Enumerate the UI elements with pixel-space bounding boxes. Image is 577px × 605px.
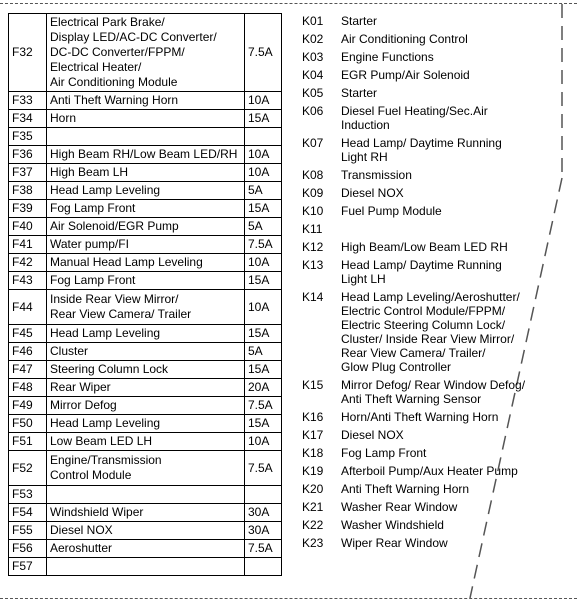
fuse-amperage: 7.5A xyxy=(245,451,282,486)
fuse-row xyxy=(9,14,282,92)
relay-row xyxy=(302,410,542,424)
relay-id: K12 xyxy=(302,240,324,254)
relay-description-line: Head Lamp Leveling/Aeroshutter/ xyxy=(341,290,520,304)
relay-description xyxy=(341,518,542,532)
relay-description xyxy=(341,204,542,218)
fuse-id: F44 xyxy=(9,290,47,325)
fuse-amperage: 10A xyxy=(245,290,282,325)
fuse-description xyxy=(47,164,245,182)
relay-description xyxy=(341,68,542,82)
fuse-row xyxy=(9,343,282,361)
fuse-amperage: 10A xyxy=(245,433,282,451)
fuse-amperage: 5A xyxy=(245,218,282,236)
fuse-amperage: 15A xyxy=(245,361,282,379)
fuse-amperage: 10A xyxy=(245,92,282,110)
relay-id: K03 xyxy=(302,50,324,64)
relay-description xyxy=(341,464,542,478)
fuse-description-line: Steering Column Lock xyxy=(50,362,169,376)
relay-description-line: EGR Pump/Air Solenoid xyxy=(341,68,470,82)
relay-id: K09 xyxy=(302,186,324,200)
fuse-description xyxy=(47,379,245,397)
fuse-description-line: Display LED/AC-DC Converter/ xyxy=(50,30,217,44)
relay-description xyxy=(341,104,542,132)
relay-description-line: Light LH xyxy=(341,272,386,286)
fuse-description-line: Aeroshutter xyxy=(50,541,113,555)
relay-id: K06 xyxy=(302,104,324,118)
fuse-row xyxy=(9,379,282,397)
fuse-description-line: DC-DC Converter/FPPM/ xyxy=(50,45,185,59)
fuse-row xyxy=(9,433,282,451)
fuse-description-line: Mirror Defog xyxy=(50,398,117,412)
fuse-amperage: 15A xyxy=(245,325,282,343)
relay-description xyxy=(341,378,542,406)
fuse-id: F35 xyxy=(9,128,47,146)
fuse-description-line: Head Lamp Leveling xyxy=(50,183,161,197)
fuse-description-line: Rear View Camera/ Trailer xyxy=(50,307,192,321)
fuse-row xyxy=(9,200,282,218)
relay-id: K05 xyxy=(302,86,324,100)
relay-id: K19 xyxy=(302,464,324,478)
relay-row xyxy=(302,378,542,406)
relay-description-line: Induction xyxy=(341,118,390,132)
relay-description xyxy=(341,32,542,46)
relay-row xyxy=(302,482,542,496)
fuse-id: F49 xyxy=(9,397,47,415)
fuse-description-line: Low Beam LED LH xyxy=(50,434,153,448)
relay-description-line: Cluster/ Inside Rear View Mirror/ xyxy=(341,332,515,346)
fuse-id: F51 xyxy=(9,433,47,451)
fuse-description xyxy=(47,433,245,451)
fuse-id: F55 xyxy=(9,522,47,540)
fuse-id: F54 xyxy=(9,504,47,522)
relay-description-line: Head Lamp/ Daytime Running xyxy=(341,136,502,150)
fuse-description xyxy=(47,522,245,540)
relay-id: K08 xyxy=(302,168,324,182)
fuse-description-line: Electrical Heater/ xyxy=(50,60,142,74)
fuse-id: F41 xyxy=(9,236,47,254)
fuse-description xyxy=(47,415,245,433)
fuse-description xyxy=(47,540,245,558)
fuse-description xyxy=(47,486,245,504)
fuse-amperage: 7.5A xyxy=(245,14,282,92)
relay-row xyxy=(302,104,542,132)
relay-description-line xyxy=(341,222,542,236)
fuse-row xyxy=(9,290,282,325)
relay-description xyxy=(341,168,542,182)
fuse-row xyxy=(9,397,282,415)
relay-row xyxy=(302,518,542,532)
fuse-amperage: 10A xyxy=(245,254,282,272)
fuse-description-line: Air Solenoid/EGR Pump xyxy=(50,219,179,233)
relay-row xyxy=(302,50,542,64)
fuse-amperage: 20A xyxy=(245,379,282,397)
relay-id: K01 xyxy=(302,14,324,28)
relay-description xyxy=(341,14,542,28)
fuse-id: F34 xyxy=(9,110,47,128)
fuse-description xyxy=(47,504,245,522)
fuse-amperage: 5A xyxy=(245,343,282,361)
relay-description-line: Air Conditioning Control xyxy=(341,32,468,46)
fuse-description xyxy=(47,218,245,236)
relay-id: K04 xyxy=(302,68,324,82)
fuse-description-line: Manual Head Lamp Leveling xyxy=(50,255,203,269)
relay-description-line: Starter xyxy=(341,14,378,28)
fuse-description-line: High Beam LH xyxy=(50,165,129,179)
relay-description xyxy=(341,410,542,424)
fuse-amperage xyxy=(245,486,282,504)
fuse-id: F52 xyxy=(9,451,47,486)
relay-id: K20 xyxy=(302,482,324,496)
fuse-id: F45 xyxy=(9,325,47,343)
fuse-description xyxy=(47,128,245,146)
relay-description-line: Wiper Rear Window xyxy=(341,536,448,550)
relay-row xyxy=(302,428,542,442)
relay-id: K14 xyxy=(302,290,324,304)
relay-description-line: Fog Lamp Front xyxy=(341,446,427,460)
fuse-row xyxy=(9,92,282,110)
fuse-id: F39 xyxy=(9,200,47,218)
relay-row xyxy=(302,290,542,374)
relay-row xyxy=(302,446,542,460)
relay-id: K02 xyxy=(302,32,324,46)
relay-id: K11 xyxy=(302,222,323,236)
relay-description xyxy=(341,428,542,442)
relay-description-line: Head Lamp/ Daytime Running xyxy=(341,258,502,272)
fuse-description-line: Electrical Park Brake/ xyxy=(50,15,165,29)
fuse-description-line: Cluster xyxy=(50,344,89,358)
relay-description-line: Horn/Anti Theft Warning Horn xyxy=(341,410,499,424)
fuse-row xyxy=(9,558,282,576)
relay-id: K13 xyxy=(302,258,324,272)
relay-description-line: Washer Rear Window xyxy=(341,500,458,514)
fuse-id: F53 xyxy=(9,486,47,504)
fuse-amperage: 10A xyxy=(245,164,282,182)
relay-description-line: Anti Theft Warning Horn xyxy=(341,482,470,496)
relay-description-line: Rear View Camera/ Trailer/ xyxy=(341,346,486,360)
fuse-row xyxy=(9,182,282,200)
fuse-id: F48 xyxy=(9,379,47,397)
fuse-description-line: Rear Wiper xyxy=(50,380,111,394)
relay-description xyxy=(341,50,542,64)
fuse-amperage: 15A xyxy=(245,110,282,128)
relay-id: K15 xyxy=(302,378,324,392)
relay-description xyxy=(341,500,542,514)
fuse-amperage: 5A xyxy=(245,182,282,200)
fuse-description-line: Control Module xyxy=(50,468,132,482)
fuse-description xyxy=(47,110,245,128)
relay-description-line: Afterboil Pump/Aux Heater Pump xyxy=(341,464,518,478)
fuse-description xyxy=(47,254,245,272)
relay-row xyxy=(302,14,542,28)
fuse-id: F38 xyxy=(9,182,47,200)
fuse-id: F46 xyxy=(9,343,47,361)
fuse-amperage: 7.5A xyxy=(245,397,282,415)
relay-description-line: Mirror Defog/ Rear Window Defog/ xyxy=(341,378,526,392)
fuse-amperage: 7.5A xyxy=(245,236,282,254)
relay-id: K07 xyxy=(302,136,324,150)
fuse-row xyxy=(9,325,282,343)
fuse-amperage: 15A xyxy=(245,415,282,433)
fuse-description-line: Engine/Transmission xyxy=(50,453,162,467)
relay-row xyxy=(302,536,542,550)
relay-description-line: Engine Functions xyxy=(341,50,434,64)
fuse-row xyxy=(9,272,282,290)
fuse-description-line: Windshield Wiper xyxy=(50,505,144,519)
relay-description xyxy=(341,186,542,200)
relay-description-line: Electric Steering Column Lock/ xyxy=(341,318,506,332)
fuse-amperage: 30A xyxy=(245,522,282,540)
fuse-description xyxy=(47,451,245,486)
fuse-amperage: 10A xyxy=(245,146,282,164)
relay-description-line: Diesel Fuel Heating/Sec.Air xyxy=(341,104,488,118)
fuse-row xyxy=(9,451,282,486)
fuse-row xyxy=(9,146,282,164)
fuse-id: F33 xyxy=(9,92,47,110)
fuse-description xyxy=(47,290,245,325)
relay-description xyxy=(341,536,542,550)
fuse-description-line: Fog Lamp Front xyxy=(50,273,136,287)
fuse-description-line: Anti Theft Warning Horn xyxy=(50,93,179,107)
fuse-table xyxy=(8,13,282,576)
fuse-description xyxy=(47,200,245,218)
fuse-description xyxy=(47,361,245,379)
relay-description-line: Diesel NOX xyxy=(341,428,404,442)
relay-description-line: Electric Control Module/FPPM/ xyxy=(341,304,506,318)
fuse-row xyxy=(9,361,282,379)
relay-id: K22 xyxy=(302,518,324,532)
fuse-row xyxy=(9,504,282,522)
relay-description-line: Light RH xyxy=(341,150,388,164)
relay-description-line: Fuel Pump Module xyxy=(341,204,442,218)
fuse-id: F36 xyxy=(9,146,47,164)
relay-list xyxy=(302,14,542,554)
relay-description-line: Washer Windshield xyxy=(341,518,444,532)
relay-description-line: Transmission xyxy=(341,168,412,182)
fuse-id: F57 xyxy=(9,558,47,576)
relay-id: K21 xyxy=(302,500,324,514)
fuse-amperage: 30A xyxy=(245,504,282,522)
fuse-description xyxy=(47,397,245,415)
fuse-row xyxy=(9,236,282,254)
relay-row xyxy=(302,500,542,514)
fuse-row xyxy=(9,218,282,236)
relay-row xyxy=(302,168,542,182)
relay-row xyxy=(302,68,542,82)
fuse-description-line: Water pump/FI xyxy=(50,237,129,251)
relay-id: K16 xyxy=(302,410,324,424)
relay-row xyxy=(302,240,542,254)
fuse-row xyxy=(9,415,282,433)
relay-row xyxy=(302,32,542,46)
fuse-description xyxy=(47,325,245,343)
fuse-description-line: Air Conditioning Module xyxy=(50,75,178,89)
relay-id: K17 xyxy=(302,428,324,442)
fuse-description-line: Head Lamp Leveling xyxy=(50,416,161,430)
relay-description xyxy=(341,222,542,236)
relay-description-line: Starter xyxy=(341,86,378,100)
relay-description-line: Diesel NOX xyxy=(341,186,404,200)
fuse-amperage: 15A xyxy=(245,272,282,290)
relay-id: K10 xyxy=(302,204,324,218)
fuse-row xyxy=(9,486,282,504)
relay-description-line: Anti Theft Warning Sensor xyxy=(341,392,482,406)
fuse-id: F37 xyxy=(9,164,47,182)
fuse-description xyxy=(47,14,245,92)
fuse-id: F56 xyxy=(9,540,47,558)
relay-description xyxy=(341,290,542,374)
fuse-description xyxy=(47,182,245,200)
relay-row xyxy=(302,136,542,164)
fuse-description xyxy=(47,272,245,290)
relay-row xyxy=(302,186,542,200)
fuse-description xyxy=(47,146,245,164)
relay-description xyxy=(341,86,542,100)
fuse-description-line: Inside Rear View Mirror/ xyxy=(50,292,179,306)
fuse-id: F32 xyxy=(9,14,47,92)
relay-row xyxy=(302,258,542,286)
fuse-row xyxy=(9,254,282,272)
fuse-amperage xyxy=(245,128,282,146)
fuse-row xyxy=(9,110,282,128)
fuse-description-line: Horn xyxy=(50,111,77,125)
relay-description-line: High Beam/Low Beam LED RH xyxy=(341,240,508,254)
relay-description xyxy=(341,482,542,496)
fuse-description-line: Fog Lamp Front xyxy=(50,201,136,215)
fuse-description-line: High Beam RH/Low Beam LED/RH xyxy=(50,147,238,161)
fuse-id: F47 xyxy=(9,361,47,379)
relay-description-line: Glow Plug Controller xyxy=(341,360,452,374)
fuse-row xyxy=(9,522,282,540)
fuse-description xyxy=(47,558,245,576)
relay-row xyxy=(302,222,542,236)
fuse-description-line xyxy=(50,487,241,502)
fuse-row xyxy=(9,128,282,146)
fuse-row xyxy=(9,540,282,558)
relay-id: K23 xyxy=(302,536,324,550)
fuse-description-line: Diesel NOX xyxy=(50,523,113,537)
relay-row xyxy=(302,464,542,478)
fuse-description xyxy=(47,236,245,254)
fuse-amperage: 15A xyxy=(245,200,282,218)
fuse-description xyxy=(47,343,245,361)
relay-row xyxy=(302,86,542,100)
relay-description xyxy=(341,240,542,254)
fuse-description-line xyxy=(50,559,241,574)
fuse-description xyxy=(47,92,245,110)
fuse-row xyxy=(9,164,282,182)
fuse-id: F40 xyxy=(9,218,47,236)
fuse-id: F50 xyxy=(9,415,47,433)
fuse-amperage: 7.5A xyxy=(245,540,282,558)
relay-description xyxy=(341,446,542,460)
fuse-description-line xyxy=(50,129,241,144)
fuse-description-line: Head Lamp Leveling xyxy=(50,326,161,340)
fuse-amperage xyxy=(245,558,282,576)
fuse-id: F43 xyxy=(9,272,47,290)
relay-id: K18 xyxy=(302,446,324,460)
relay-row xyxy=(302,204,542,218)
relay-description xyxy=(341,136,542,164)
relay-description xyxy=(341,258,542,286)
fuse-id: F42 xyxy=(9,254,47,272)
